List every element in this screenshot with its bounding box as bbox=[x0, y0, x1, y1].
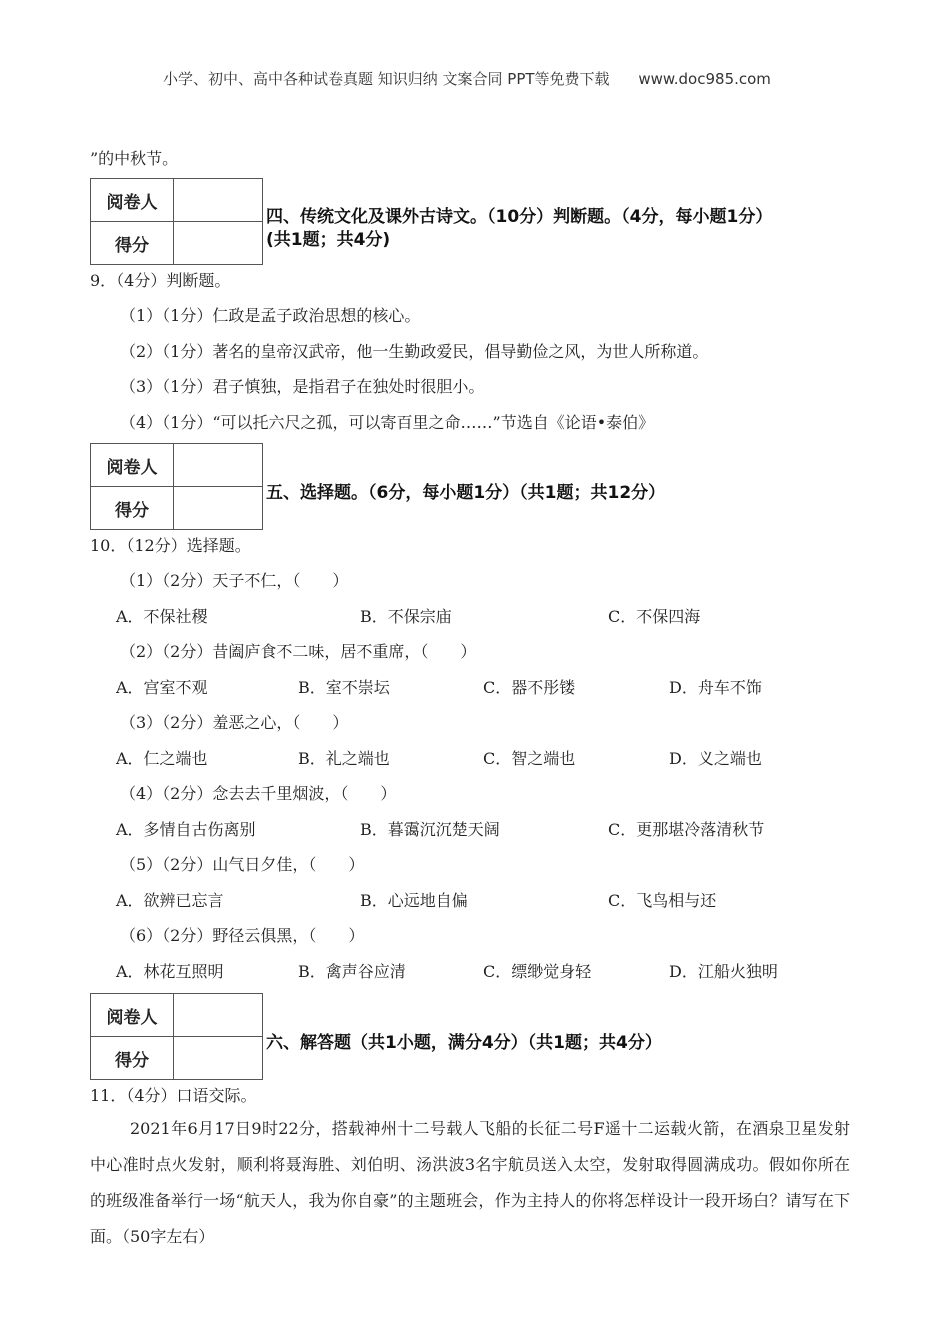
question-9-item: （1）（1分）仁政是孟子政治思想的核心。 bbox=[120, 306, 421, 325]
section-6-title: 六、解答题（共1小题，满分4分）（共1题；共4分） bbox=[266, 1033, 662, 1053]
score-label: 得分 bbox=[91, 1037, 174, 1080]
section-4-title-line2: (共1题；共4分) bbox=[266, 230, 391, 250]
option: C．不保四海 bbox=[608, 607, 701, 626]
option: A．宫室不观 bbox=[116, 678, 208, 697]
score-label: 得分 bbox=[91, 487, 174, 530]
question-9: 9．（4分）判断题。 bbox=[90, 271, 231, 290]
option: A．不保社稷 bbox=[116, 607, 208, 626]
reviewer-label: 阅卷人 bbox=[91, 444, 174, 487]
section-4-title-line1: 四、传统文化及课外古诗文。（10分）判断题。（4分，每小题1分） bbox=[266, 207, 773, 227]
option: B．暮霭沉沉楚天阔 bbox=[360, 820, 500, 839]
question-11-paragraph: 2021年6月17日9时22分，搭载神州十二号载人飞船的长征二号F遥十二运载火箭，在酒泉卫星发射中心准时点火发射，顺利将聂海胜、刘伯明、汤洪波3名宇航员送入太空，发射取得圆满成功。假如你所在的班级准备举行一场“航天人，我为你自豪”的主题班会，作为主持人的你将怎样设计一段开场白？请写在下面。（50字左右） bbox=[90, 1119, 850, 1246]
option: B．不保宗庙 bbox=[360, 607, 452, 626]
option: C．智之端也 bbox=[483, 749, 576, 768]
option: A．欲辨已忘言 bbox=[116, 891, 224, 910]
page-header bbox=[163, 68, 771, 89]
option: B．礼之端也 bbox=[298, 749, 390, 768]
header-text: 小学、初中、高中各种试卷真题 知识归纳 文案合同 PPT等免费下载 bbox=[163, 70, 610, 88]
option: C．飞鸟相与还 bbox=[608, 891, 717, 910]
option: D．江船火独明 bbox=[669, 962, 778, 981]
question-10-stem: （3）（2分）羞恶之心，（ ） bbox=[120, 713, 349, 732]
score-blank bbox=[174, 222, 263, 265]
header-url[interactable]: www.doc985.com bbox=[638, 70, 771, 88]
question-11: 11．（4分）口语交际。 bbox=[90, 1086, 257, 1105]
reviewer-blank bbox=[174, 994, 263, 1037]
question-10-stem: （5）（2分）山气日夕佳，（ ） bbox=[120, 855, 365, 874]
option: D．舟车不饰 bbox=[669, 678, 762, 697]
question-9-item: （3）（1分）君子慎独，是指君子在独处时很胆小。 bbox=[120, 377, 485, 396]
question-10-stem: （1）（2分）天子不仁，（ ） bbox=[120, 571, 349, 590]
section-5-title: 五、选择题。（6分，每小题1分）（共1题；共12分） bbox=[266, 483, 666, 503]
question-10: 10．（12分）选择题。 bbox=[90, 536, 251, 555]
question-9-item: （2）（1分）著名的皇帝汉武帝，他一生勤政爱民，倡导勤俭之风，为世人所称道。 bbox=[120, 342, 709, 361]
reviewer-blank bbox=[174, 444, 263, 487]
question-10-stem: （4）（2分）念去去千里烟波，（ ） bbox=[120, 784, 397, 803]
score-blank bbox=[174, 1037, 263, 1080]
option: A．仁之端也 bbox=[116, 749, 208, 768]
reviewer-blank bbox=[174, 179, 263, 222]
score-blank bbox=[174, 487, 263, 530]
question-10-stem: （2）（2分）昔阖庐食不二味，居不重席，（ ） bbox=[120, 642, 477, 661]
score-box-section-6 bbox=[90, 993, 263, 1080]
option: A．林花互照明 bbox=[116, 962, 224, 981]
option: B．心远地自偏 bbox=[360, 891, 468, 910]
score-box-section-5 bbox=[90, 443, 263, 530]
option: C．缥缈觉身轻 bbox=[483, 962, 592, 981]
score-box-section-4 bbox=[90, 178, 263, 265]
option: A．多情自古伤离别 bbox=[116, 820, 256, 839]
option: C．器不彤镂 bbox=[483, 678, 576, 697]
score-label: 得分 bbox=[91, 222, 174, 265]
question-10-stem: （6）（2分）野径云俱黑，（ ） bbox=[120, 926, 365, 945]
reviewer-label: 阅卷人 bbox=[91, 994, 174, 1037]
option: D．义之端也 bbox=[669, 749, 762, 768]
option: B．室不崇坛 bbox=[298, 678, 390, 697]
option: C．更那堪冷落清秋节 bbox=[608, 820, 765, 839]
reviewer-label: 阅卷人 bbox=[91, 179, 174, 222]
option: B．禽声谷应清 bbox=[298, 962, 406, 981]
carry-over-text: ”的中秋节。 bbox=[90, 149, 179, 168]
question-9-item: （4）（1分）“可以托六尺之孤，可以寄百里之命……”节选自《论语•泰伯》 bbox=[120, 413, 655, 432]
